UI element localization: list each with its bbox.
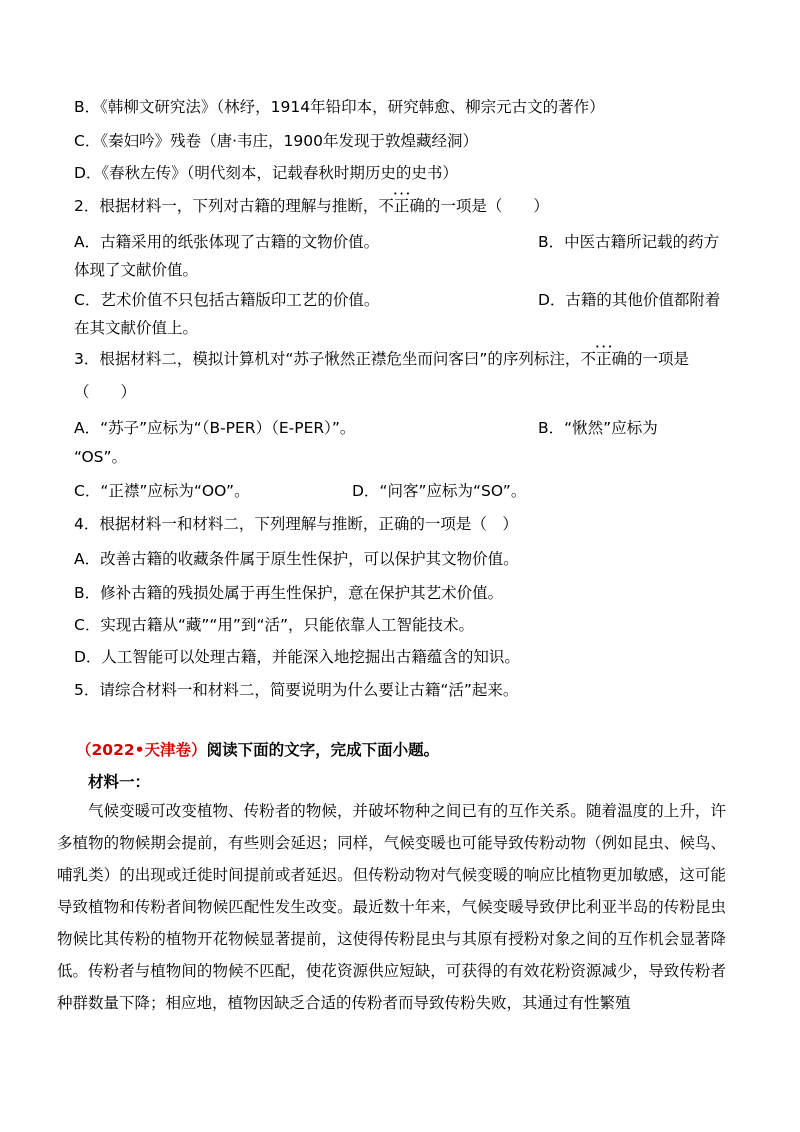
question-2-prefix: 2．根据材料一，下列对古籍的理解与推断， <box>74 197 379 215</box>
question-3-option-a: A．“苏子”应标为“（B-PER）（E-PER）”。 <box>74 419 356 437</box>
question-2-option-c: C．艺术价值不只包括古籍版印工艺的价值。 <box>74 291 380 309</box>
question-2 <box>74 196 549 216</box>
question-4-option-c: C．实现古籍从“藏”“用”到“活”，只能依靠人工智能技术。 <box>74 616 475 634</box>
question-2-option-d: D．古籍的其他价值都附着 <box>538 291 721 309</box>
option-d-line: D．《春秋左传》（明代刻本，记载春秋时期历史的史书） <box>74 164 458 182</box>
question-2-option-b-cont: 体现了文献价值。 <box>74 261 199 279</box>
question-3-suffix: 的一项是 <box>626 350 689 368</box>
question-3-option-b: B．“愀然”应标为 <box>538 419 658 437</box>
material-paragraph-1: 气候变暖可改变植物、传粉者的物候，并破坏物种之间已有的互作关系。随着温度的上升，许多植物的物候期会提前，有些则会延迟；同样，气候变暖也可能导致传粉动物（例如昆虫、候鸟、哺乳类）的出现或迁徙时间提前或者延迟。但传粉动物对气候变暖的响应比植物更加敏感，这可能导致植物和传粉者间物候匹配性发生改变。最近数十年来，气候变暖导致伊比利亚半岛的传粉昆虫物候比其传粉的植物开花物候显著提前，这使得传粉昆虫与其原有授粉对象之间的互作机会显著降低。 <box>57 802 726 980</box>
question-2-option-a: A．古籍采用的纸张体现了古籍的文物价值。 <box>74 233 380 251</box>
question-4: 4．根据材料一和材料二，下列理解与推断，正确的一项是（ ） <box>74 515 518 533</box>
question-3-option-b-cont: “OS”。 <box>74 448 128 466</box>
section-header <box>76 740 439 760</box>
question-4-option-a: A．改善古籍的收藏条件属于原生性保护，可以保护其文物价值。 <box>74 550 519 568</box>
question-3 <box>74 349 689 369</box>
material-label: 材料一： <box>88 773 151 791</box>
question-2-option-d-cont: 在其文献价值上。 <box>74 319 199 337</box>
option-c-line: C．《秦妇吟》残卷（唐·韦庄，1900年发现于敦煌藏经洞） <box>74 132 478 150</box>
question-3-option-d: D．“问客”应标为“SO”。 <box>352 482 527 500</box>
question-4-option-d: D．人工智能可以处理古籍，并能深入地挖掘出古籍蕴含的知识。 <box>74 648 520 666</box>
question-2-emphasis: • • • 不正确 <box>378 196 425 216</box>
question-3-paren: （ ） <box>74 383 137 401</box>
option-b-line: B．《韩柳文研究法》（林纾，1914年铅印本，研究韩愈、柳宗元古文的著作） <box>74 98 605 116</box>
question-5: 5．请综合材料一和材料二，简要说明为什么要让古籍“活”起来。 <box>74 681 519 699</box>
source-tag: （2022•天津卷） <box>76 741 207 759</box>
section-instruction: 阅读下面的文字，完成下面小题。 <box>206 741 440 759</box>
question-3-option-c: C．“正襟”应标为“OO”。 <box>74 482 250 500</box>
question-4-option-b: B．修补古籍的残损处属于再生性保护，意在保护其艺术价值。 <box>74 584 504 602</box>
material-paragraph-2: 传粉者与植物间的物候不匹配，使花资源供应短缺，可获得的有效花粉资源减少，导致传粉者种群数量下降；相应地，植物因缺乏合适的传粉者而导致传粉失败，其通过有性繁殖 <box>57 962 726 1012</box>
question-2-option-b: B．中医古籍所记载的药方 <box>538 233 720 251</box>
question-3-emphasis: • • • 不正确 <box>580 349 627 369</box>
question-2-suffix: 的一项是（ ） <box>424 197 549 215</box>
question-3-prefix: 3．根据材料二，模拟计算机对“苏子愀然正襟危坐而问客曰”的序列标注， <box>74 350 581 368</box>
